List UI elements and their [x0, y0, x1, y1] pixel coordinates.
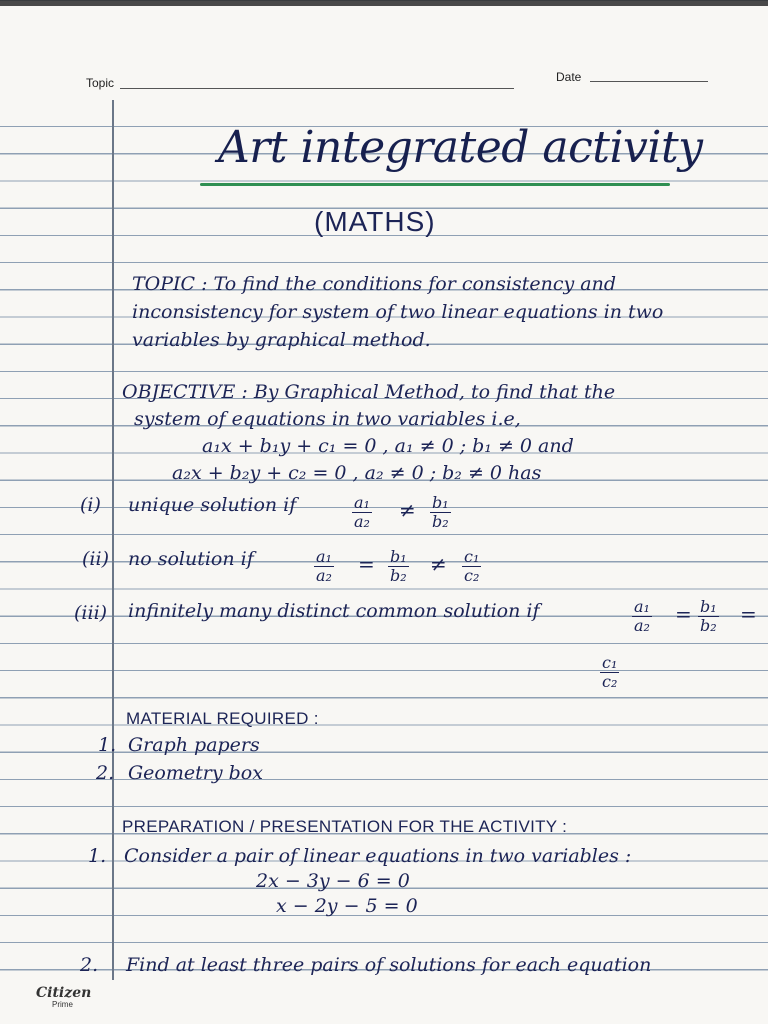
- condition-1-text: unique solution if: [128, 494, 297, 516]
- equal-sign: =: [358, 552, 375, 576]
- topic-line-2: inconsistency for system of two linear equations in two: [132, 301, 664, 323]
- fraction-c1-c2: [462, 548, 481, 585]
- notebook-brand-sub: Prime: [52, 1000, 73, 1009]
- equation-b: x − 2y − 5 = 0: [276, 895, 418, 917]
- topic-line-3: variables by graphical method.: [132, 329, 431, 351]
- step-2-text: Find at least three pairs of solutions for each equation: [126, 954, 652, 976]
- denominator: a₂: [634, 616, 650, 635]
- date-label: Date: [556, 70, 582, 84]
- numerator: c₁: [464, 547, 480, 566]
- topic-line-1: TOPIC : To find the conditions for consistency and: [132, 273, 616, 295]
- not-equal-sign: ≠: [430, 552, 447, 576]
- condition-3-number: (iii): [74, 602, 108, 624]
- denominator: b₂: [700, 616, 717, 635]
- denominator: c₂: [464, 566, 480, 585]
- condition-1-number: (i): [80, 494, 101, 516]
- numerator: a₁: [634, 597, 650, 616]
- title-underline: [200, 183, 670, 186]
- material-item-2-number: 2.: [96, 762, 115, 784]
- denominator: b₂: [390, 566, 407, 585]
- step-1-number: 1.: [88, 845, 107, 867]
- page-title: Art integrated activity: [218, 122, 703, 173]
- material-heading: MATERIAL REQUIRED :: [126, 709, 319, 728]
- fraction-a1-a2: [632, 598, 652, 635]
- objective-eq-2: a₂x + b₂y + c₂ = 0 , a₂ ≠ 0 ; b₂ ≠ 0 has: [172, 462, 542, 484]
- fraction-b1-b2: [388, 548, 409, 585]
- fraction-b1-b2: [430, 494, 451, 531]
- denominator: c₂: [602, 672, 618, 691]
- denominator: a₂: [316, 566, 332, 585]
- equal-sign: =: [675, 602, 692, 626]
- page-subtitle: (MATHS): [314, 206, 436, 237]
- preparation-heading: PREPARATION / PRESENTATION FOR THE ACTIVITY :: [122, 817, 568, 836]
- numerator: a₁: [354, 493, 370, 512]
- condition-2-number: (ii): [82, 548, 109, 570]
- material-item-2: Geometry box: [128, 762, 263, 784]
- equal-sign: =: [740, 602, 757, 626]
- equation-a: 2x − 3y − 6 = 0: [256, 870, 410, 892]
- numerator: a₁: [316, 547, 332, 566]
- condition-3-text: infinitely many distinct common solution if: [128, 600, 540, 622]
- objective-line-1: OBJECTIVE : By Graphical Method, to find that the: [122, 381, 616, 403]
- objective-line-2: system of equations in two variables i.e,: [134, 408, 521, 430]
- topic-label: Topic: [86, 76, 115, 90]
- condition-2-text: no solution if: [128, 548, 254, 570]
- denominator: b₂: [432, 512, 449, 531]
- material-item-1-number: 1.: [98, 734, 117, 756]
- numerator: b₁: [700, 597, 717, 616]
- objective-eq-1: a₁x + b₁y + c₁ = 0 , a₁ ≠ 0 ; b₁ ≠ 0 and: [202, 435, 574, 457]
- numerator: c₁: [602, 653, 618, 672]
- notebook-brand-logo: Citizen: [36, 985, 92, 1001]
- step-1-text: Consider a pair of linear equations in two variables :: [124, 845, 632, 867]
- denominator: a₂: [354, 512, 370, 531]
- fraction-c1-c2: [600, 654, 619, 691]
- numerator: b₁: [390, 547, 407, 566]
- topic-line: [120, 88, 514, 89]
- date-line: [590, 81, 708, 82]
- fraction-a1-a2: [314, 548, 334, 585]
- fraction-b1-b2: [698, 598, 719, 635]
- material-item-1: Graph papers: [128, 734, 260, 756]
- margin-line: [112, 100, 114, 980]
- page-footer: [0, 985, 768, 1024]
- page-header: [0, 6, 768, 100]
- fraction-a1-a2: [352, 494, 372, 531]
- step-2-number: 2.: [80, 954, 99, 976]
- numerator: b₁: [432, 493, 449, 512]
- not-equal-sign: ≠: [399, 498, 416, 522]
